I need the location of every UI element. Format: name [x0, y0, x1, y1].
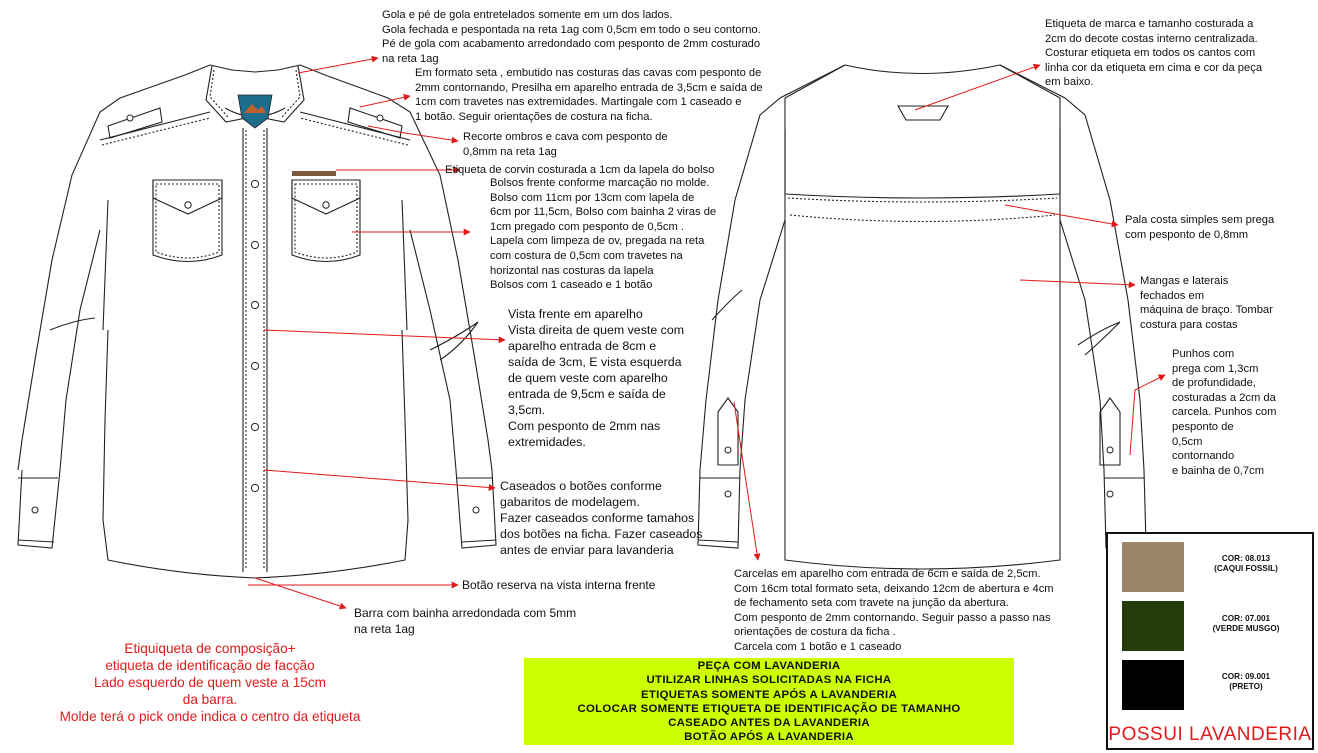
- note-cuffs: Punhos com prega com 1,3cm de profundidade, costuradas a 2cm da carcela. Punhos com pesponto de 0,5cm contornando e bainha de 0,7cm: [1172, 348, 1277, 477]
- note-pockets: Bolsos frente conforme marcação no molde. Bolso com 11cm por 13cm com lapela de 6cm por 11,5cm, Bolso com bainha 2 viras de 1cm pregado com pesponto de 0,5cm . Lapela com limpeza de ov, pregada na reta com costura de 0,5cm com travetes na horizontal nas costuras da lapela Bolsos com 1 caseado e 1 botão: [490, 177, 717, 292]
- note-back-yoke: Pala costa simples sem prega com pesponto de 0,8mm: [1125, 214, 1275, 241]
- note-sleeve-placket: Carcelas em aparelho com entrada de 6cm e saída de 2,5cm. Com 16cm total formato seta, deixando 12cm de abertura e 4cm de fechamento seta com travete na junção da abertura. Com pesponto de 2mm contornando. Seguir passo a passo nas orientações de costura da ficha . Carcela com 1 botão e 1 caseado: [734, 568, 1054, 653]
- front-shirt-drawing: [18, 65, 496, 578]
- banner-line: UTILIZAR LINHAS SOLICITADAS NA FICHA: [646, 674, 892, 687]
- banner-line: BOTÃO APÓS A LAVANDERIA: [684, 731, 854, 744]
- swatch-label: COR: 07.001 (VERDE MUSGO): [1212, 614, 1280, 633]
- note-shoulder: Recorte ombros e cava com pesponto de 0,8mm na reta 1ag: [463, 131, 668, 158]
- banner-line: ETIQUETAS SOMENTE APÓS A LAVANDERIA: [640, 688, 898, 701]
- note-hem: Barra com bainha arredondada com 5mm na reta 1ag: [354, 606, 577, 636]
- swatch-caqui-fossil: [1122, 542, 1184, 592]
- banner-line: PEÇA COM LAVANDERIA: [697, 660, 841, 672]
- swatch-label: COR: 08.013 (CAQUI FOSSIL): [1214, 554, 1278, 573]
- front-buttons: [32, 115, 479, 513]
- note-epaulette: Em formato seta , embutido nas costuras das cavas com pesponto de 2mm contornando, Presilha em aparelho entrada de 3,5cm e saída de 1cm com travetes nas extremidades. Martingale com 1 caseado e 1 botão. Seguir orientações de costura na ficha.: [415, 67, 763, 123]
- swatch-label: COR: 09.001 (PRETO): [1221, 672, 1271, 691]
- laundry-label: POSSUI LAVANDERIA: [1108, 724, 1312, 745]
- note-collar: Gola e pé de gola entretelados somente em um dos lados. Gola fechada e pespontada na reta 1ag com 0,5cm em todo o seu contorno. Pé de gola com acabamento arredondado com pesponto de 2mm costurado na reta 1ag: [382, 9, 761, 65]
- note-corvin: Etiqueta de corvin costurada a 1cm da lapela do bolso: [445, 164, 715, 176]
- note-buttonholes: Caseados o botões conforme gabaritos de modelagem. Fazer caseados conforme tamahos dos botões na ficha. Fazer caseados antes de enviar para lavanderia: [500, 479, 703, 557]
- back-shirt-drawing: [698, 65, 1146, 569]
- note-sleeves: Mangas e laterais fechados em máquina de braço. Tombar costura para costas: [1140, 275, 1273, 331]
- note-placket: Vista frente em aparelho Vista direita de quem veste com aparelho entrada de 8cm e saída de 3cm, E vista esquerda de quem veste com aparelho entrada de 9,5cm e saída de 3,5cm. Com pesponto de 2mm nas extremidades.: [508, 307, 685, 449]
- banner-line: COLOCAR SOMENTE ETIQUETA DE IDENTIFICAÇÃO DE TAMANHO: [577, 702, 961, 715]
- swatch-preto: [1122, 660, 1184, 710]
- back-buttons: [725, 447, 1113, 497]
- banner-line: CASEADO ANTES DA LAVANDERIA: [668, 717, 870, 730]
- color-swatch-panel: [1106, 532, 1314, 750]
- note-spare-button: Botão reserva na vista interna frente: [462, 578, 656, 592]
- note-composition-label: Etiquiqueta de composição+ etiqueta de identificação de facção Lado esquerdo de quem veste a 15cm da barra. Molde terá o pick onde indica o centro da etiqueta: [59, 641, 361, 724]
- corvin-label: [292, 171, 336, 176]
- production-banner: [524, 658, 1014, 745]
- note-brand-label: Etiqueta de marca e tamanho costurada a 2cm do decote costas interno centralizada. Costurar etiqueta em todos os cantos com linha cor da etiqueta em cima e cor da peça em baixo.: [1045, 18, 1263, 89]
- collar-logo: [238, 95, 272, 128]
- swatch-verde-musgo: [1122, 601, 1184, 651]
